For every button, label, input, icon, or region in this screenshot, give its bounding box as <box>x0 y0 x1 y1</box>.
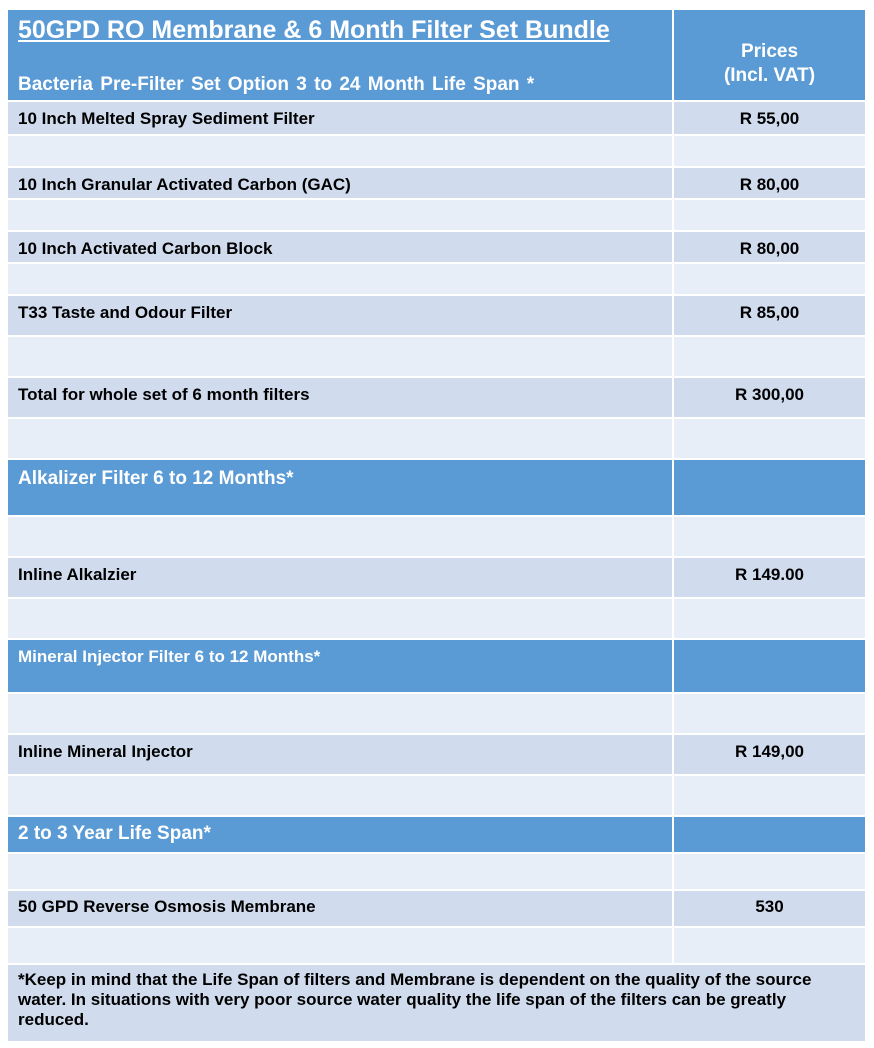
table-row <box>8 558 865 599</box>
item-price: R 85,00 <box>739 303 800 322</box>
spacer-row <box>8 136 865 168</box>
spacer-row <box>8 264 865 296</box>
table-row <box>8 168 865 200</box>
table-row <box>8 232 865 264</box>
total-label: Total for whole set of 6 month filters <box>18 385 310 404</box>
table-row <box>8 735 865 776</box>
total-row <box>8 378 865 419</box>
item-name: Inline Mineral Injector <box>18 742 193 761</box>
table-row <box>8 296 865 337</box>
item-name: T33 Taste and Odour Filter <box>18 303 233 322</box>
section-header-membrane <box>8 817 865 854</box>
spacer-row <box>8 200 865 232</box>
item-name: 50 GPD Reverse Osmosis Membrane <box>18 897 316 916</box>
item-price: R 55,00 <box>739 109 800 128</box>
spacer-row <box>8 854 865 891</box>
spacer-row <box>8 517 865 558</box>
spacer-row <box>8 928 865 965</box>
prices-vat-label: (Incl. VAT) <box>723 65 816 86</box>
table-header <box>8 10 865 102</box>
price-table <box>8 10 865 1041</box>
spacer-row <box>8 599 865 640</box>
item-price: R 149.00 <box>735 565 804 584</box>
spacer-row <box>8 337 865 378</box>
section-header-mineral <box>8 640 865 694</box>
item-name: 10 Inch Activated Carbon Block <box>18 239 273 258</box>
table-row <box>8 102 865 136</box>
spacer-row <box>8 694 865 735</box>
item-name: Inline Alkalzier <box>18 565 137 584</box>
spacer-row <box>8 419 865 460</box>
item-name: 10 Inch Granular Activated Carbon (GAC) <box>18 175 351 194</box>
item-price: R 80,00 <box>739 239 800 258</box>
prices-column-header <box>674 40 865 88</box>
spacer-row <box>8 776 865 817</box>
section-title: 2 to 3 Year Life Span* <box>18 823 211 844</box>
prices-label: Prices <box>740 41 799 62</box>
section-header-alkalizer <box>8 460 865 517</box>
table-row <box>8 891 865 928</box>
footnote: *Keep in mind that the Life Span of filters and Membrane is dependent on the quality of the source water. In situations with very poor source water quality the life span of the filters can be greatly reduced. <box>18 970 812 1029</box>
header-subtitle: Bacteria Pre-Filter Set Option 3 to 24 Month Life Span * <box>18 74 535 95</box>
header-price-cell <box>674 10 865 100</box>
section-title: Alkalizer Filter 6 to 12 Months* <box>18 468 294 489</box>
item-price: R 149,00 <box>735 742 804 761</box>
total-price: R 300,00 <box>735 385 804 404</box>
section-title: Mineral Injector Filter 6 to 12 Months* <box>18 647 321 666</box>
page-title: 50GPD RO Membrane & 6 Month Filter Set Bundle <box>18 16 610 44</box>
footnote-row <box>8 965 865 1041</box>
header-title-cell <box>8 10 674 100</box>
item-price: 530 <box>755 897 784 916</box>
item-name: 10 Inch Melted Spray Sediment Filter <box>18 109 315 128</box>
item-price: R 80,00 <box>739 175 800 194</box>
